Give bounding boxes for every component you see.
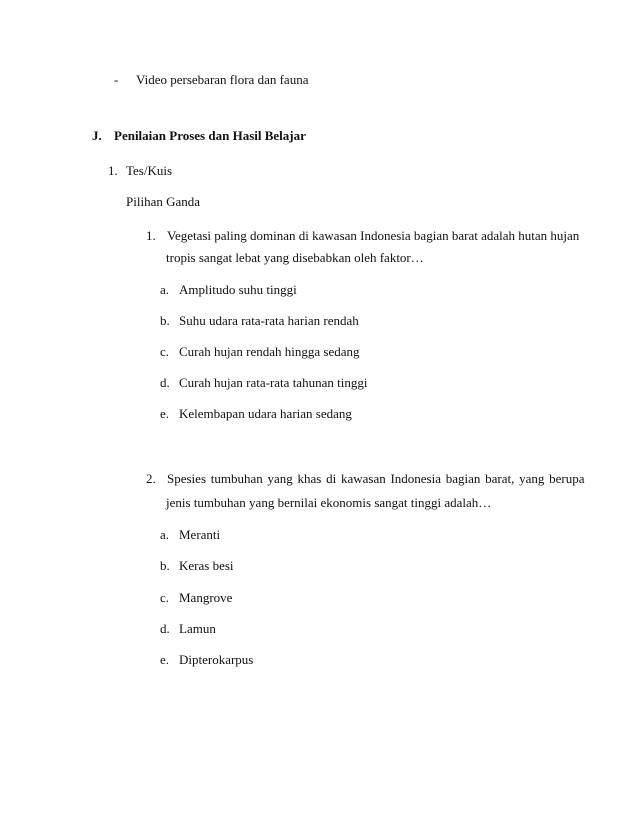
option-text: Meranti [179, 527, 221, 542]
option-letter: d. [160, 621, 170, 636]
question-number: 2. [146, 471, 156, 486]
option-text: Suhu udara rata-rata harian rendah [179, 313, 359, 328]
question-type-label: Pilihan Ganda [126, 194, 201, 209]
question-text-line-2: jenis tumbuhan yang bernilai ekonomis sangat tinggi adalah… [166, 495, 492, 510]
option-letter: e. [160, 406, 170, 421]
question-text-line-2: tropis sangat lebat yang disebabkan oleh faktor… [166, 250, 424, 265]
option-text: Curah hujan rata-rata tahunan tinggi [179, 375, 368, 390]
option-text: Mangrove [179, 590, 233, 605]
option-text: Dipterokarpus [179, 652, 254, 667]
option-letter: b. [160, 313, 170, 328]
subsection-marker: 1. [108, 163, 118, 178]
option-text: Amplitudo suhu tinggi [179, 282, 297, 297]
option-text: Kelembapan udara harian sedang [179, 406, 352, 421]
option-letter: c. [160, 590, 170, 605]
option-letter: a. [160, 282, 170, 297]
option-letter: c. [160, 344, 170, 359]
option-letter: e. [160, 652, 170, 667]
question-text-line-1: Vegetasi paling dominan di kawasan Indonesia bagian barat adalah hutan hujan [167, 228, 580, 243]
option-letter: a. [160, 527, 170, 542]
option-text: Curah hujan rendah hingga sedang [179, 344, 360, 359]
question-text-line-1: Spesies tumbuhan yang khas di kawasan Indonesia bagian barat, yang berupa [167, 471, 585, 486]
bullet-item-text: Video persebaran flora dan fauna [136, 72, 309, 87]
option-letter: b. [160, 558, 170, 573]
section-marker: J. [92, 128, 102, 143]
section-title: Penilaian Proses dan Hasil Belajar [114, 128, 306, 143]
option-letter: d. [160, 375, 170, 390]
bullet-marker: - [114, 72, 119, 87]
subsection-title: Tes/Kuis [126, 163, 173, 178]
option-text: Keras besi [179, 558, 234, 573]
option-text: Lamun [179, 621, 216, 636]
question-number: 1. [146, 228, 156, 243]
